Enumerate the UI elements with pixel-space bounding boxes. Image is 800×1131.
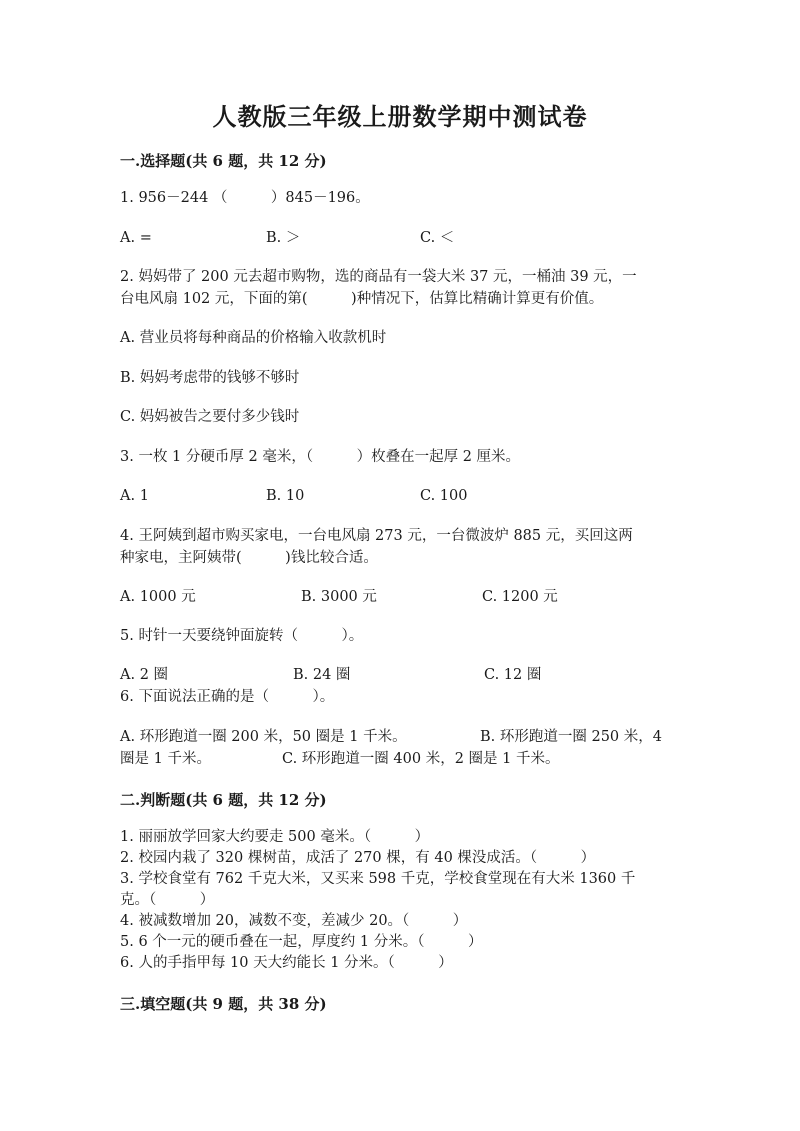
question-3-option-b: B. 10 [266,488,305,504]
judge-item-2: 2. 校园内栽了 320 棵树苗，成活了 270 棵，有 40 棵没成活。（ ） [120,850,596,866]
question-2-option-b: B. 妈妈考虑带的钱够不够时 [120,370,300,386]
question-1-option-c: C. ＜ [420,230,455,246]
section-heading-fill: 三.填空题(共 9 题，共 38 分) [120,995,327,1013]
question-6-option-a: A. 环形跑道一圈 200 米，50 圈是 1 千米。 [120,729,407,745]
judge-item-3-line-1: 3. 学校食堂有 762 千克大米，又买来 598 千克，学校食堂现在有大米 1360 千 [120,871,636,887]
question-3-option-a: A. 1 [120,488,149,504]
question-1-option-b: B. ＞ [266,230,301,246]
question-6-option-b-line-2: 圈是 1 千米。 [120,751,211,767]
question-6-option-c: C. 环形跑道一圈 400 米，2 圈是 1 千米。 [282,751,560,767]
question-5-stem: 5. 时针一天要绕钟面旋转（ ）。 [120,628,364,644]
question-5-option-c: C. 12 圈 [484,667,542,683]
question-1-option-a: A. = [120,230,152,246]
question-2-option-c: C. 妈妈被告之要付多少钱时 [120,409,300,425]
judge-item-6: 6. 人的手指甲每 10 天大约能长 1 分米。（ ） [120,955,453,971]
question-6-stem: 6. 下面说法正确的是（ ）。 [120,689,335,705]
question-4-option-c: C. 1200 元 [482,589,558,605]
question-4-option-a: A. 1000 元 [120,589,196,605]
question-3-option-c: C. 100 [420,488,468,504]
question-6-option-b-line-1: B. 环形跑道一圈 250 米，4 [480,729,662,745]
question-2-stem-line-2: 台电风扇 102 元，下面的第( )种情况下，估算比精确计算更有价值。 [120,291,604,307]
question-2-stem-line-1: 2. 妈妈带了 200 元去超市购物，选的商品有一袋大米 37 元，一桶油 39 元，一 [120,269,637,285]
judge-item-4: 4. 被减数增加 20，减数不变，差减少 20。（ ） [120,913,468,929]
question-4-option-b: B. 3000 元 [301,589,377,605]
section-heading-choice: 一.选择题(共 6 题，共 12 分) [120,152,327,170]
question-4-stem-line-2: 种家电，主阿姨带( )钱比较合适。 [120,550,378,566]
question-4-stem-line-1: 4. 王阿姨到超市购买家电，一台电风扇 273 元，一台微波炉 885 元，买回这两 [120,528,633,544]
page-title: 人教版三年级上册数学期中测试卷 [212,102,588,131]
question-2-option-a: A. 营业员将每种商品的价格输入收款机时 [120,330,387,346]
section-heading-judge: 二.判断题(共 6 题，共 12 分) [120,791,327,809]
question-5-option-a: A. 2 圈 [120,667,169,683]
question-5-option-b: B. 24 圈 [293,667,351,683]
judge-item-5: 5. 6 个一元的硬币叠在一起，厚度约 1 分米。（ ） [120,934,483,950]
judge-item-1: 1. 丽丽放学回家大约要走 500 毫米。（ ） [120,829,430,845]
question-1-stem: 1. 956－244 （ ）845－196。 [120,190,370,206]
judge-item-3-line-2: 克。（ ） [120,892,215,908]
question-3-stem: 3. 一枚 1 分硬币厚 2 毫米，（ ）枚叠在一起厚 2 厘米。 [120,449,521,465]
